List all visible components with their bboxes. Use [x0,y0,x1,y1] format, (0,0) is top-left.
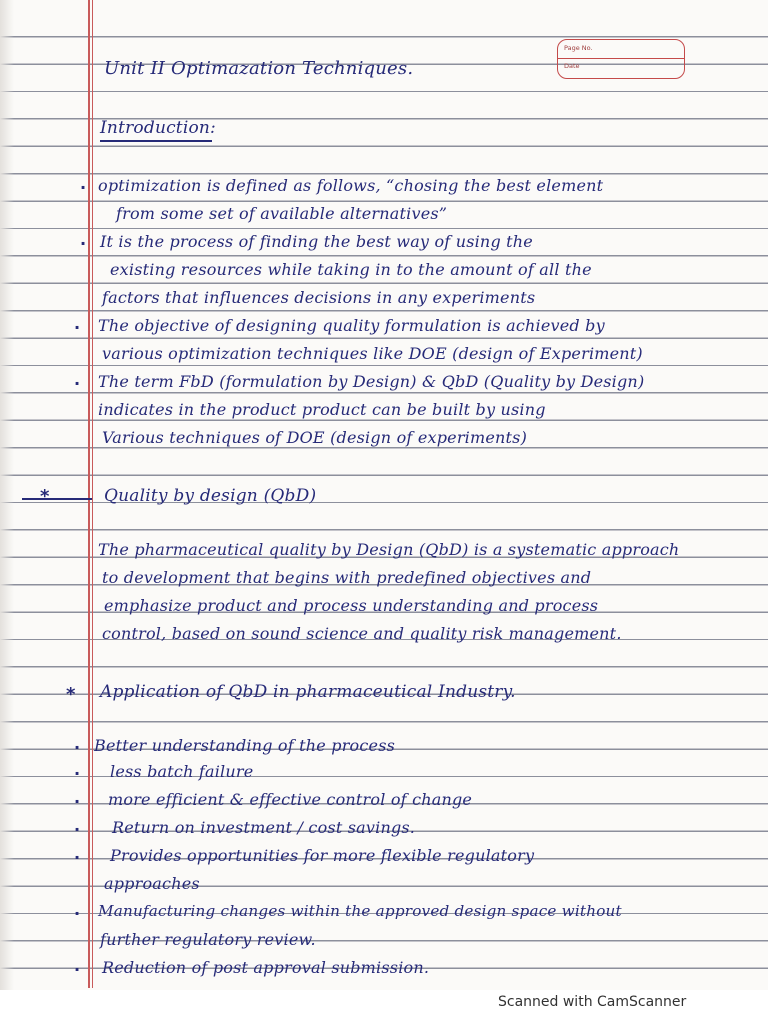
intro-line-5: factors that influences decisions in any experiments [102,288,536,307]
intro-line-9: indicates in the product product can be built by using [98,400,546,419]
application-line-5: Provides opportunities for more flexible regulatory [110,846,535,865]
qbd-heading: Quality by design (QbD) [104,486,317,506]
bullet-point: · [74,764,81,783]
bullet-point: · [80,234,87,253]
intro-line-1: optimization is defined as follows, “chosing the best element [98,176,604,195]
qbd-line-2: to development that begins with predefined objectives and [102,568,592,587]
intro-line-7: various optimization techniques like DOE (design of Experiment) [102,344,643,363]
application-line-4: Return on investment / cost savings. [112,818,416,837]
scanner-watermark: Scanned with CamScanner [498,994,687,1010]
applications-heading: Application of QbD in pharmaceutical Industry. [100,682,516,702]
page-box-divider [558,58,684,59]
intro-line-8: The term FbD (formulation by Design) & QbD (Quality by Design) [98,372,645,391]
intro-line-10: Various techniques of DOE (design of experiments) [102,428,528,447]
intro-line-3: It is the process of finding the best way of using the [100,232,533,251]
qbd-line-3: emphasize product and process understanding and process [104,596,599,615]
application-line-1: Better understanding of the process [94,736,396,755]
application-line-3: more efficient & effective control of change [108,790,473,809]
margin-line [88,0,90,988]
application-line-6: approaches [104,874,200,893]
star-icon: * [66,684,76,705]
bullet-point: · [74,374,81,393]
bullet-point: · [74,738,81,757]
page-shadow-edge [0,0,14,1024]
application-line-9: Reduction of post approval submission. [102,958,430,977]
bullet-point: · [74,820,81,839]
margin-line-inner [92,0,93,988]
intro-line-4: existing resources while taking in to the amount of all the [110,260,592,279]
application-line-7: Manufacturing changes within the approved design space without [98,902,622,920]
intro-line-2: from some set of available alternatives” [116,204,448,223]
page-number-box [557,39,685,79]
application-line-8: further regulatory review. [100,930,316,949]
application-line-2: less batch failure [110,762,254,781]
bullet-point: · [74,848,81,867]
bullet-point: · [74,318,81,337]
bullet-point: · [74,960,81,979]
star-marker-dash [22,498,92,500]
page-no-label: Page No. [564,44,593,52]
bullet-point: · [74,904,81,923]
bullet-point: · [80,178,87,197]
introduction-heading: Introduction: [100,118,216,138]
qbd-line-4: control, based on sound science and quality risk management. [102,624,622,643]
date-label: Date [564,62,580,70]
star-icon: * [40,486,50,507]
bullet-point: · [74,792,81,811]
page-title: Unit II Optimazation Techniques. [104,58,414,79]
qbd-line-1: The pharmaceutical quality by Design (QbD) is a systematic approach [98,540,680,559]
intro-line-6: The objective of designing quality formulation is achieved by [98,316,605,335]
introduction-underline [100,140,212,142]
